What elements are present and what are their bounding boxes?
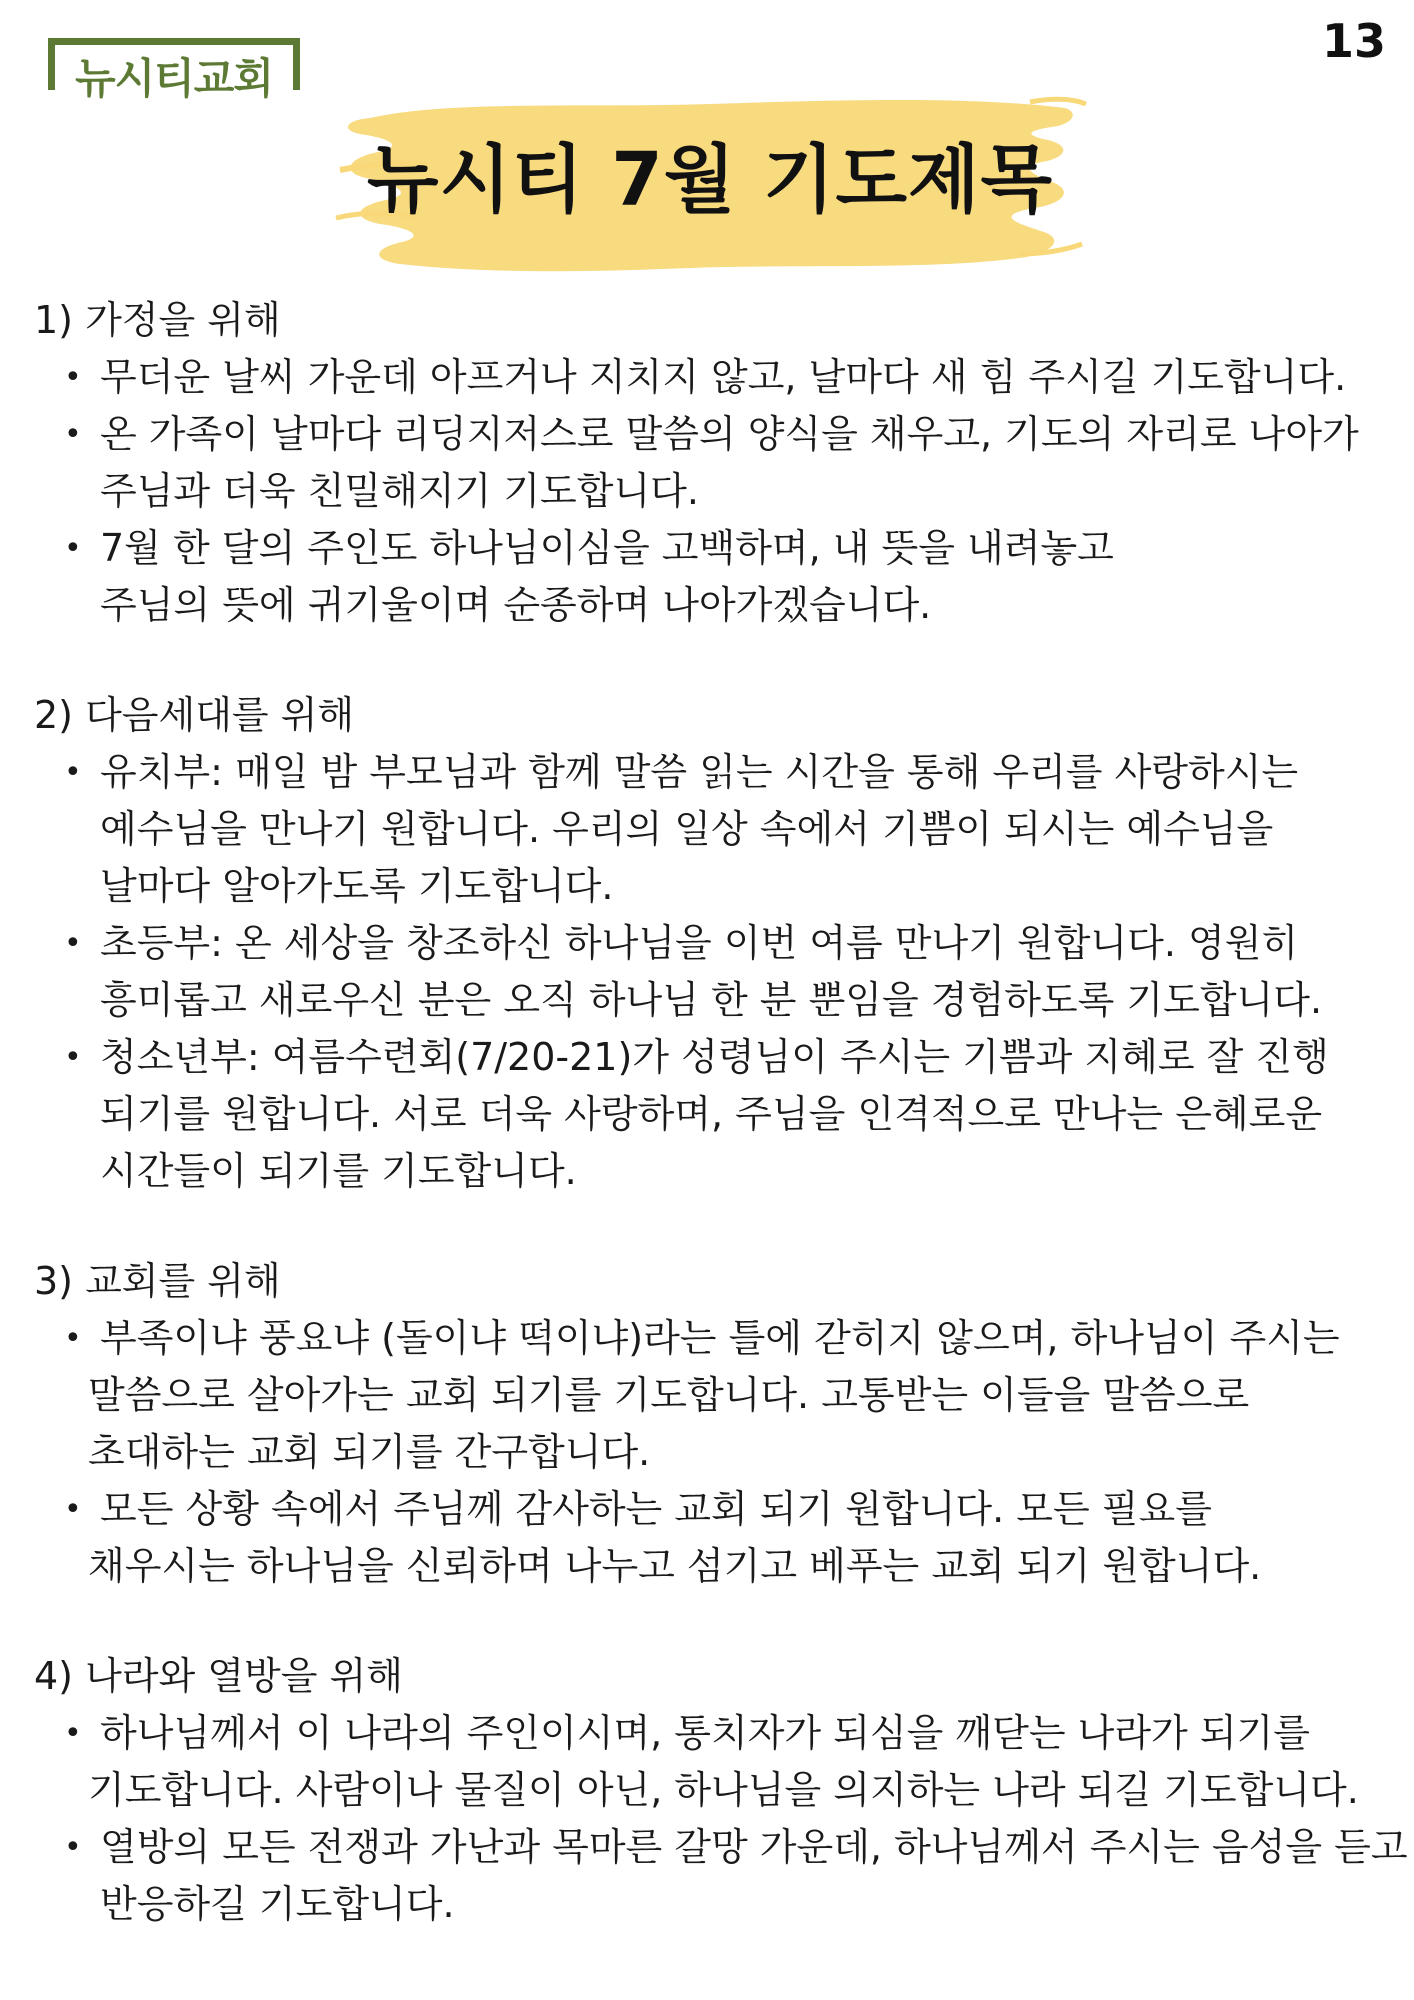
section-family bbox=[34, 292, 1384, 634]
logo-text: 뉴시티교회 bbox=[75, 54, 273, 103]
prayer-item bbox=[34, 915, 1384, 1029]
section-heading: 4) 나라와 열방을 위해 bbox=[34, 1654, 403, 1698]
bullet-icon: • bbox=[64, 926, 82, 961]
bullet-icon: • bbox=[64, 1321, 82, 1356]
bullet-icon: • bbox=[64, 1716, 82, 1751]
section-heading: 1) 가정을 위해 bbox=[34, 298, 281, 342]
item-line: 주님과 더욱 친밀해지기 기도합니다. bbox=[100, 469, 699, 513]
prayer-item bbox=[34, 1310, 1384, 1481]
page-title: 뉴시티 7월 기도제목 bbox=[367, 137, 1053, 223]
prayer-list bbox=[34, 1310, 1384, 1595]
item-line: 하나님께서 이 나라의 주인이시며, 통치자가 되심을 깨닫는 나라가 되기를 bbox=[100, 1711, 1310, 1755]
item-line: 주님의 뜻에 귀기울이며 순종하며 나아가겠습니다. bbox=[100, 583, 932, 627]
section-nation bbox=[34, 1648, 1408, 1933]
item-line: 흥미롭고 새로우신 분은 오직 하나님 한 분 뿐임을 경험하도록 기도합니다. bbox=[100, 978, 1323, 1022]
prayer-item bbox=[34, 1819, 1408, 1933]
item-line: 초등부: 온 세상을 창조하신 하나님을 이번 여름 만나기 원합니다. 영원히 bbox=[100, 921, 1299, 965]
item-line: 청소년부: 여름수련회(7/20-21)가 성령님이 주시는 기쁨과 지혜로 잘 진행 bbox=[100, 1035, 1329, 1079]
bullet-icon: • bbox=[64, 1040, 82, 1075]
item-line: 열방의 모든 전쟁과 가난과 목마른 갈망 가운데, 하나님께서 주시는 음성을 듣고 bbox=[100, 1825, 1408, 1869]
item-line: 날마다 알아가도록 기도합니다. bbox=[100, 864, 614, 908]
page-number: 13 bbox=[1321, 14, 1386, 68]
prayer-item bbox=[34, 744, 1384, 915]
item-line: 모든 상황 속에서 주님께 감사하는 교회 되기 원합니다. 모든 필요를 bbox=[100, 1487, 1212, 1531]
item-line: 온 가족이 날마다 리딩지저스로 말씀의 양식을 채우고, 기도의 자리로 나아가 bbox=[100, 412, 1359, 456]
prayer-item bbox=[34, 520, 1384, 634]
church-logo bbox=[48, 38, 300, 103]
bullet-icon: • bbox=[64, 755, 82, 790]
prayer-list bbox=[34, 744, 1384, 1200]
item-line: 기도합니다. 사람이나 물질이 아닌, 하나님을 의지하는 나라 되길 기도합니다. bbox=[88, 1768, 1359, 1812]
prayer-item bbox=[34, 349, 1384, 406]
title-banner bbox=[330, 78, 1090, 288]
prayer-item bbox=[34, 406, 1384, 520]
section-church bbox=[34, 1253, 1384, 1595]
item-line: 말씀으로 살아가는 교회 되기를 기도합니다. 고통받는 이들을 말씀으로 bbox=[88, 1373, 1250, 1417]
prayer-list bbox=[34, 1705, 1408, 1933]
bullet-icon: • bbox=[64, 1492, 82, 1527]
item-line: 7월 한 달의 주인도 하나님이심을 고백하며, 내 뜻을 내려놓고 bbox=[100, 526, 1114, 570]
bullet-icon: • bbox=[64, 360, 82, 395]
item-line: 무더운 날씨 가운데 아프거나 지치지 않고, 날마다 새 힘 주시길 기도합니다. bbox=[100, 355, 1347, 399]
item-line: 채우시는 하나님을 신뢰하며 나누고 섬기고 베푸는 교회 되기 원합니다. bbox=[88, 1544, 1262, 1588]
prayer-list bbox=[34, 349, 1384, 634]
section-next-generation bbox=[34, 687, 1384, 1200]
item-line: 유치부: 매일 밤 부모님과 함께 말씀 읽는 시간을 통해 우리를 사랑하시는 bbox=[100, 750, 1299, 794]
section-heading: 2) 다음세대를 위해 bbox=[34, 693, 355, 737]
prayer-item bbox=[34, 1481, 1384, 1595]
item-line: 반응하길 기도합니다. bbox=[100, 1882, 455, 1926]
item-line: 예수님을 만나기 원합니다. 우리의 일상 속에서 기쁨이 되시는 예수님을 bbox=[100, 807, 1274, 851]
section-heading: 3) 교회를 위해 bbox=[34, 1259, 281, 1303]
prayer-item bbox=[34, 1705, 1384, 1819]
item-line: 초대하는 교회 되기를 간구합니다. bbox=[88, 1430, 651, 1474]
item-line: 시간들이 되기를 기도합니다. bbox=[100, 1149, 577, 1193]
bullet-icon: • bbox=[64, 531, 82, 566]
prayer-content bbox=[34, 292, 1408, 1986]
bullet-icon: • bbox=[64, 1830, 82, 1865]
prayer-item bbox=[34, 1029, 1384, 1200]
item-line: 부족이냐 풍요냐 (돌이냐 떡이냐)라는 틀에 갇히지 않으며, 하나님이 주시는 bbox=[100, 1316, 1340, 1360]
bullet-icon: • bbox=[64, 417, 82, 452]
item-line: 되기를 원합니다. 서로 더욱 사랑하며, 주님을 인격적으로 만나는 은혜로운 bbox=[100, 1092, 1323, 1136]
